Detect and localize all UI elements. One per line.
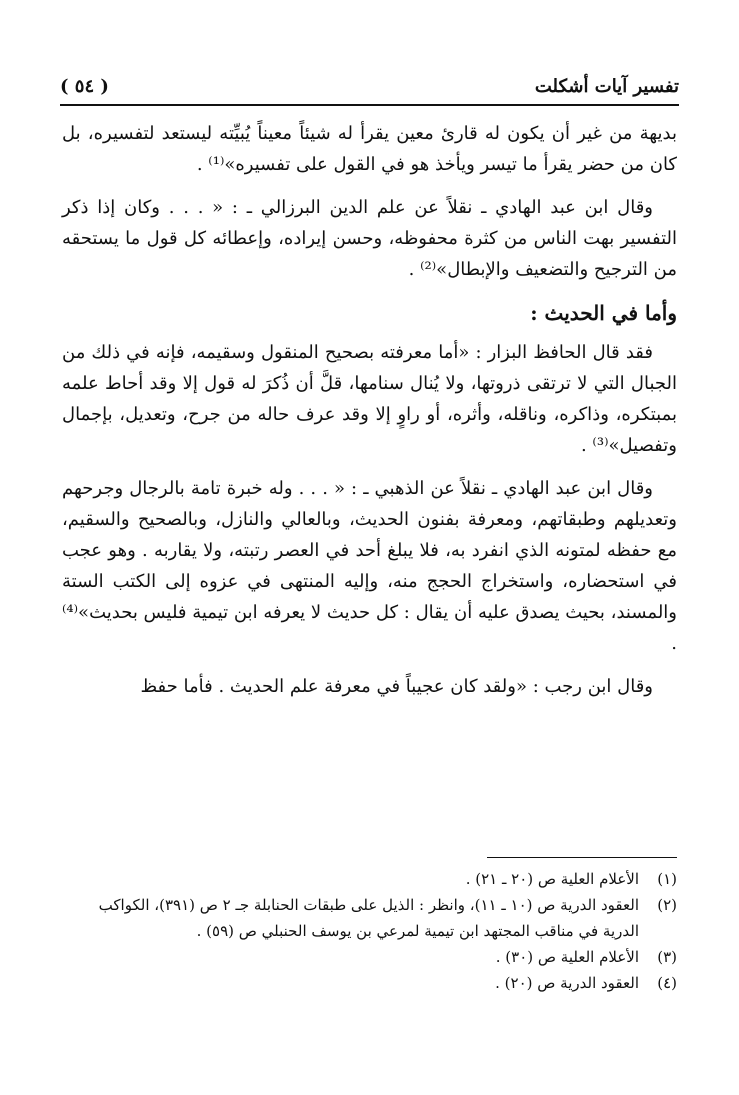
paragraph-4: وقال ابن عبد الهادي ـ نقلاً عن الذهبي ـ : « . . . وله خبرة تامة بالرجال وجرحهم وتعديلهم وطبقاتهم، ومعرفة بفنون الحديث، وبالعالي والنازل، وبالصحيح والسقيم، مع حفظه لمتونه الذي انفرد به، فلا يبلغ أحد في العصر رتبته، ولا يقاربه . وهو عجب في استحضاره، واستخراج الحجج منه، وإليه المنتهى في عزوه إلى الكتب الستة والمسند، بحيث يصدق عليه أن يقال : كل حديث لا يعرفه ابن تيمية فليس بحديث»⁽⁴⁾ . — [62, 478, 677, 654]
page-number: ( ٥٤ ) — [60, 75, 109, 97]
footnotes — [62, 866, 677, 996]
footnote-number: (٤) — [657, 974, 677, 992]
footnote-4 — [62, 970, 677, 996]
footnote-3 — [62, 944, 677, 970]
footnote-text: الأعلام العلية ص (٣٠) . — [495, 948, 639, 966]
paragraph-5: وقال ابن رجب : «ولقد كان عجيباً في معرفة علم الحديث . فأما حفظ — [140, 676, 653, 697]
paragraph-3: فقد قال الحافظ البزار : «أما معرفته بصحيح المنقول وسقيمه، فإنه في ذلك من الجبال التي لا ترتقى ذروتها، ولا يُنال سنامها، قلَّ أن ذُكرَ له قول إلا وقد أحاط علمه بمبتكره، وذاكره، وناقله، وأثره، أو راوٍ إلا وقد عرف حاله من جرح، وتعديل، بإجمال وتفصيل»⁽³⁾ . — [62, 342, 677, 456]
footnote-divider — [487, 857, 677, 858]
running-title: تفسير آيات أشكلت — [534, 75, 679, 97]
footnote-number: (٣) — [657, 948, 677, 966]
footnote-text: العقود الدرية ص (١٠ ـ ١١)، وانظر : الذيل على طبقات الحنابلة جـ ٢ ص (٣٩١)، الكواكب الدرية في مناقب المجتهد ابن تيمية لمرعي بن يوسف الحنبلي ص (٥٩) . — [98, 896, 639, 940]
footnote-number: (١) — [657, 870, 677, 888]
header-divider — [60, 104, 679, 106]
page-header — [60, 70, 679, 102]
footnote-text: العقود الدرية ص (٢٠) . — [495, 974, 639, 992]
main-text — [62, 118, 677, 714]
section-heading: وأما في الحديث : — [530, 301, 677, 325]
footnote-1 — [62, 866, 677, 892]
footnote-number: (٢) — [657, 896, 677, 914]
paragraph-2: وقال ابن عبد الهادي ـ نقلاً عن علم الدين البرزالي ـ : « . . . وكان إذا ذكر التفسير بهت الناس من كثرة محفوظه، وحسن إيراده، وإعطائه كل قول ما يستحقه من الترجيح والتضعيف والإبطال»⁽²⁾ . — [62, 197, 677, 280]
paragraph-1: بديهة من غير أن يكون له قارئ معين يقرأ له شيئاً معيناً يُبيِّته ليستعد لتفسيره، بل كان من حضر يقرأ ما تيسر ويأخذ هو في القول على تفسيره»⁽¹⁾ . — [62, 123, 677, 175]
footnote-2 — [62, 892, 677, 944]
footnote-text: الأعلام العلية ص (٢٠ ـ ٢١) . — [465, 870, 639, 888]
